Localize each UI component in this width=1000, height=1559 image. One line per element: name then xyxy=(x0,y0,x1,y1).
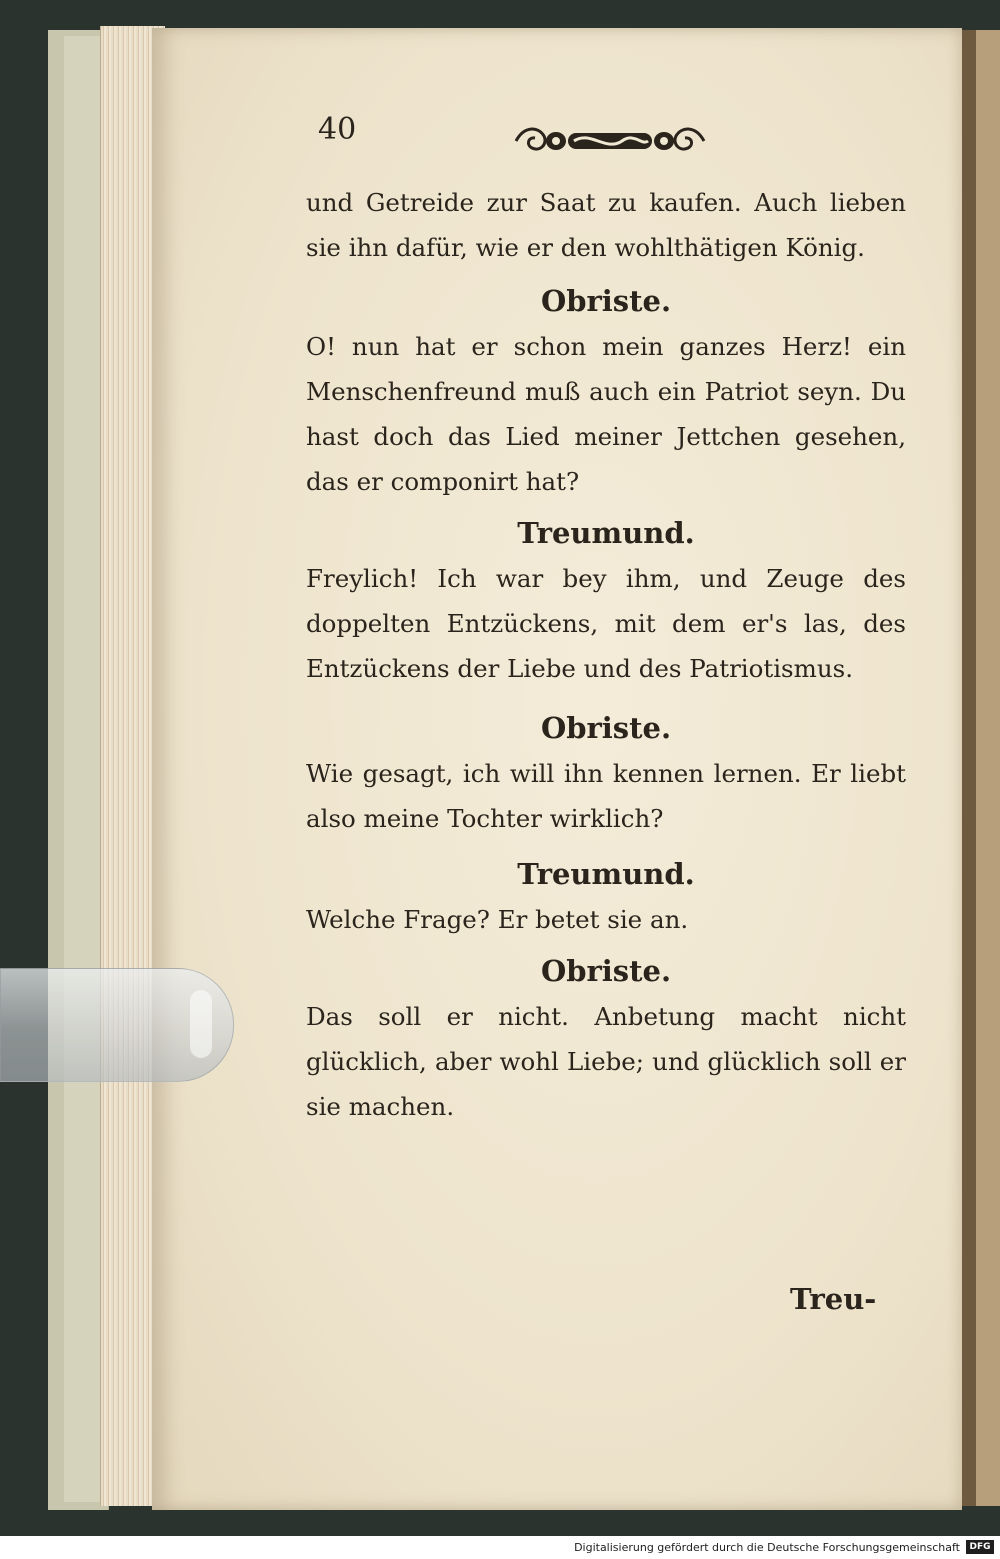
dfg-logo-icon: DFG xyxy=(966,1540,994,1554)
gutter-shadow xyxy=(962,30,976,1506)
speaker-heading: Obriste. xyxy=(540,711,672,745)
footer-bar xyxy=(0,1536,1000,1559)
speaker-heading: Obriste. xyxy=(540,284,672,318)
page-number: 40 xyxy=(318,112,357,147)
paragraph: Freylich! Ich war bey ihm, und Zeuge des doppelten Entzückens, mit dem er's las, des Entzückens der Liebe und des Patriotismus. xyxy=(306,564,906,683)
paragraph: Welche Frage? Er betet sie an. xyxy=(306,905,689,934)
paragraph: und Getreide zur Saat zu kaufen. Auch lieben sie ihn dafür, wie er den wohlthätigen König. xyxy=(306,188,906,262)
catchword: Treu- xyxy=(790,1282,877,1316)
ornament-vignette xyxy=(510,120,710,162)
clamp-highlight xyxy=(190,990,212,1058)
paragraph: Das soll er nicht. Anbetung macht nicht glücklich, aber wohl Liebe; und glücklich soll er sie machen. xyxy=(306,1002,906,1121)
speaker-heading: Treumund. xyxy=(517,516,695,550)
speaker-heading: Treumund. xyxy=(517,857,695,891)
paragraph: Wie gesagt, ich will ihn kennen lernen. Er liebt also meine Tochter wirklich? xyxy=(306,759,906,833)
funding-credit: Digitalisierung gefördert durch die Deutsche Forschungsgemeinschaft xyxy=(574,1541,960,1554)
main-text xyxy=(306,180,906,1129)
speaker-heading: Obriste. xyxy=(540,954,672,988)
book-cover-inner xyxy=(64,36,100,1502)
paragraph: O! nun hat er schon mein ganzes Herz! ein Menschenfreund muß auch ein Patriot seyn. Du hast doch das Lied meiner Jettchen gesehen, das er componirt hat? xyxy=(306,332,906,496)
